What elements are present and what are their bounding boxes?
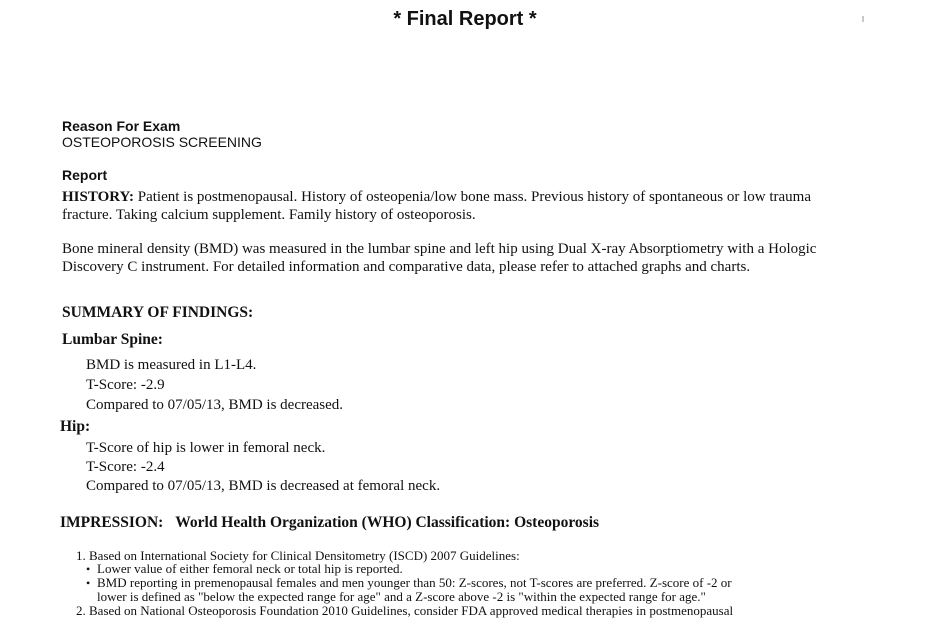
- note-bullet-2-line-2: lower is defined as "below the expected range for age" and a Z-score above -2 is "within the expected range for age.": [97, 589, 706, 604]
- reason-for-exam-label: Reason For Exam: [62, 118, 181, 134]
- scan-speck: [862, 16, 864, 22]
- impression-label: IMPRESSION:: [60, 514, 164, 531]
- note-bullet-1: Lower value of either femoral neck or total hip is reported.: [97, 561, 403, 576]
- report-section-label: Report: [62, 167, 108, 183]
- history-paragraph: [62, 188, 852, 224]
- lumbar-line-1: BMD is measured in L1-L4.: [86, 357, 257, 373]
- lumbar-line-2: T-Score: -2.9: [86, 377, 165, 393]
- hip-heading: Hip:: [60, 418, 91, 435]
- bullet-dot-1: •: [86, 562, 91, 576]
- bullet-dot-2: •: [86, 576, 91, 590]
- history-label: HISTORY:: [62, 189, 135, 205]
- impression-line: [60, 514, 599, 532]
- history-text: Patient is postmenopausal. History of osteopenia/low bone mass. Previous history of spontaneous or low trauma fracture. Taking calcium supplement. Family history of osteoporosis.: [62, 189, 812, 223]
- hip-line-2: T-Score: -2.4: [86, 459, 165, 475]
- reason-for-exam-value: OSTEOPOROSIS SCREENING: [62, 134, 262, 150]
- note-item-2: 2. Based on National Osteoporosis Foundation 2010 Guidelines, consider FDA approved medical therapies in postmenopausal: [76, 603, 734, 618]
- note-bullet-2-line-1: BMD reporting in premenopausal females and men younger than 50: Z-scores, not T-scores are preferred. Z-score of -2 or: [97, 575, 732, 590]
- lumbar-spine-heading: Lumbar Spine:: [62, 331, 163, 348]
- note-item-1: 1. Based on International Society for Clinical Densitometry (ISCD) 2007 Guidelines:: [76, 548, 520, 563]
- summary-heading: SUMMARY OF FINDINGS:: [62, 304, 254, 321]
- bmd-paragraph: Bone mineral density (BMD) was measured in the lumbar spine and left hip using Dual X-ray Absorptiometry with a Hologic Discovery C instrument. For detailed information and comparative data, please refer to attached graphs and charts.: [62, 241, 817, 275]
- lumbar-line-3: Compared to 07/05/13, BMD is decreased.: [86, 397, 344, 413]
- hip-line-3: Compared to 07/05/13, BMD is decreased at femoral neck.: [86, 478, 441, 494]
- report-title: * Final Report *: [393, 8, 537, 30]
- hip-line-1: T-Score of hip is lower in femoral neck.: [86, 440, 326, 456]
- impression-text: World Health Organization (WHO) Classification: Osteoporosis: [175, 514, 600, 531]
